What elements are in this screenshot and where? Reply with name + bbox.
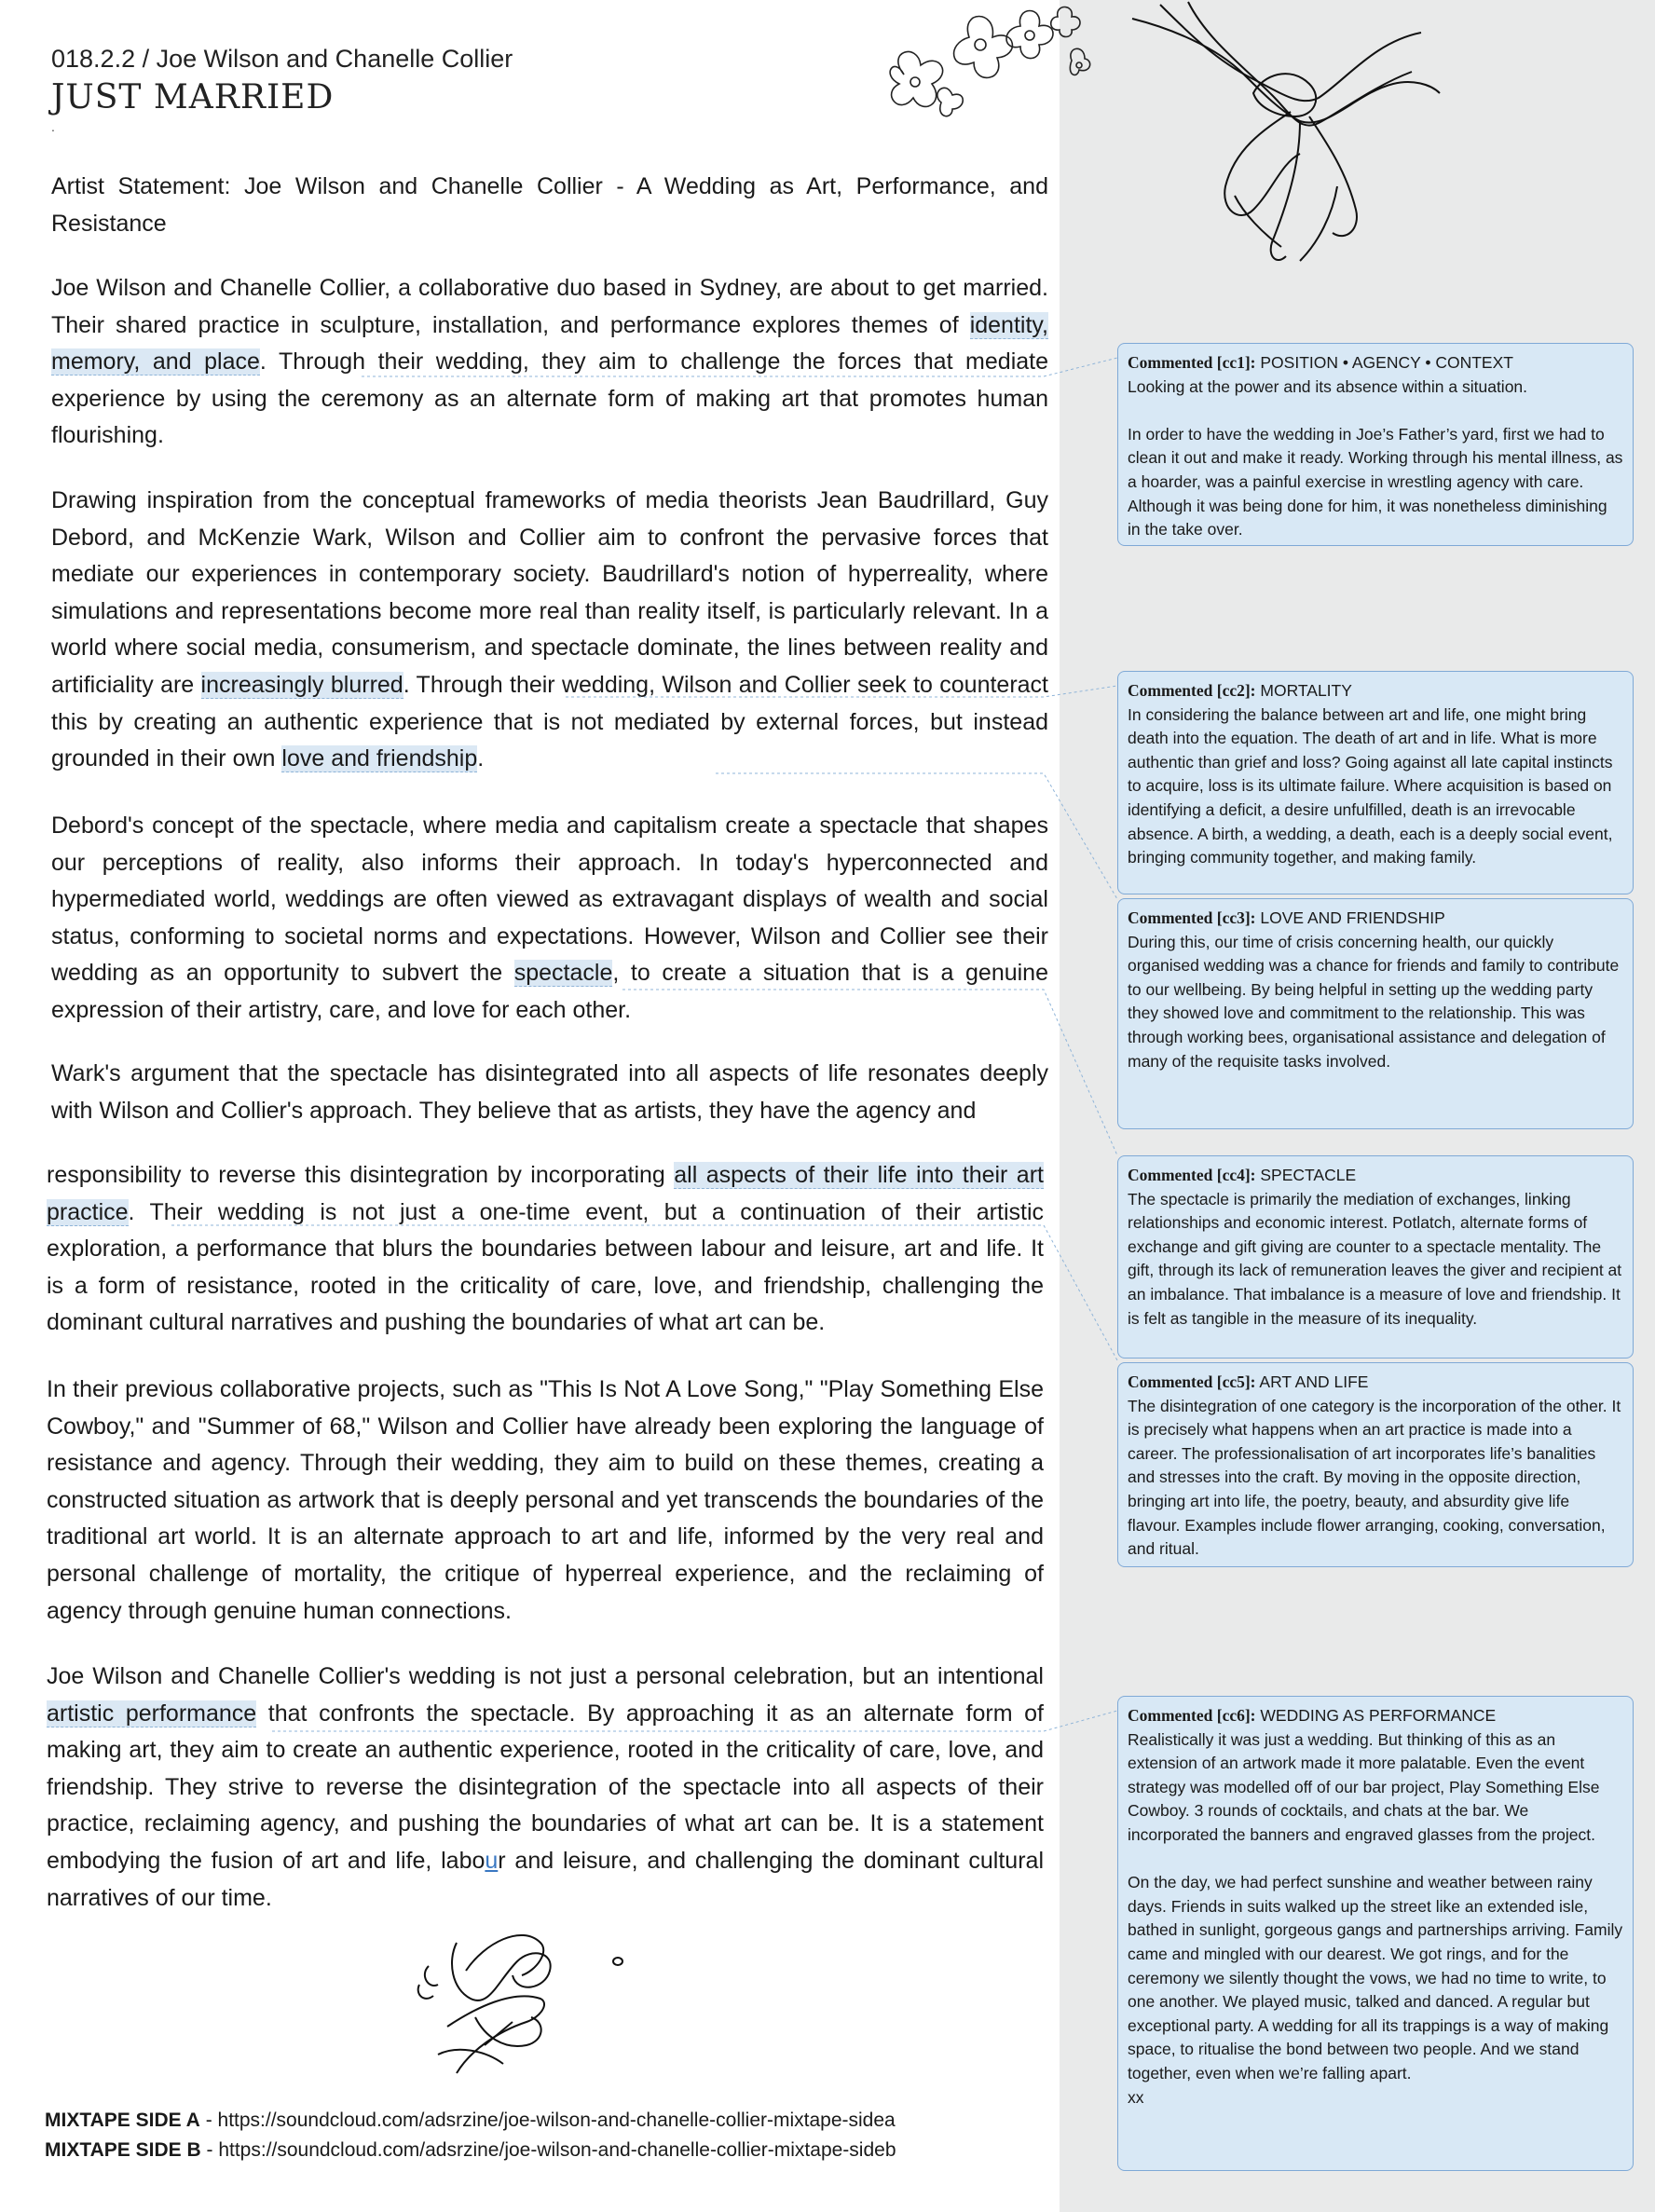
comment-label: SPECTACLE — [1255, 1166, 1357, 1184]
paragraph-4-part-a: Wark's argument that the spectacle has disintegrated into all aspects of life resonates deeply with Wilson and Collier's approach. They believe that as artists, they have the agency and — [51, 1060, 1048, 1124]
mixtape-link[interactable]: https://soundcloud.com/adsrzine/joe-wilson-and-chanelle-collier-mixtape-sideb — [218, 2139, 896, 2161]
paragraph-text: that confronts the spectacle. By approaching it as an alternate form of making art, they aim to create an authentic experience, rooted in the criticality of care, love, and friendship. They strive to reverse the disintegration of the spectacle into all aspects of their practice, reclaiming agency, and pushing the boundaries of what art can be. It is a statement embodying the fusion of art and life, labo — [47, 1700, 1044, 1874]
comment-head: Commented [cc6]: — [1128, 1706, 1256, 1725]
comment-body: In considering the balance between art and life, one might bring death into the equation. The death of art and in life. What is more authentic than grief and loss? Going against all late capital instincts to acquire, loss is its ultimate failure. Where acquisition is based on identifying a deficit, a desire unfulfilled, death is an irrevocable absence. A birth, a wedding, a death, each is a deeply social event, bringing community together, and making family. — [1128, 704, 1613, 867]
mixtape-separator: - — [199, 2110, 218, 2131]
comment-label: LOVE AND FRIENDSHIP — [1255, 908, 1445, 927]
statement-heading: Artist Statement: Joe Wilson and Chanelle Collier - A Wedding as Art, Performance, and Resistance — [51, 173, 1048, 237]
paragraph-text: Debord's concept of the spectacle, where media and capitalism create a spectacle that shapes our perceptions of reality, also informs their approach. In today's hyperconnected and hypermediated world, weddings are often viewed as extravagant displays of wealth and social status, conforming to societal norms and expectations. However, Wilson and Collier see their wedding as an opportunity to subvert the — [51, 812, 1048, 987]
comment-label: MORTALITY — [1255, 681, 1352, 700]
comment-body: The spectacle is primarily the mediation of exchanges, linking relationships and economic interest. Potlatch, alternate forms of exchange and gift giving are counter to a spectacle mentality. The gift, through its lack of remuneration leaves the giver and recipient at an imbalance. That imbalance is a measure of love and friendship. It is felt as tangible in the measure of its inequality. — [1128, 1189, 1622, 1328]
paragraph-text: Drawing inspiration from the conceptual frameworks of media theorists Jean Baudrillard, Guy Debord, and McKenzie Wark, Wilson and Collier aim to confront the pervasive forces that mediate our experiences in contemporary society. Baudrillard's notion of hyperreality, where simulations and representations become more real than reality itself, is particularly relevant. In a world where social media, consumerism, and spectacle dominate, the lines between reality and artificiality are — [51, 487, 1048, 698]
paragraph-text: . Through their wedding, Wilson and Collier seek to counteract this by creating an authentic experience that is not mediated by external forces, but instead grounded in their own — [51, 671, 1049, 772]
tracked-change[interactable]: u — [485, 1847, 499, 1874]
mixtape-label: MIXTAPE SIDE A — [45, 2110, 200, 2131]
comment-cc1[interactable] — [1117, 343, 1634, 546]
highlight-cc6[interactable]: artistic performance — [47, 1700, 257, 1727]
comment-cc6[interactable] — [1117, 1696, 1634, 2171]
comment-body: Realistically it was just a wedding. But thinking of this as an extension of an artwork made it more palatable. Even the event strategy was modelled off of our bar project, Play Something Else Cowboy. 3 rounds of cocktails, and chats at the bar. We incorporated the banners and engraved glasses from the project. On the day, we had perfect sunshine and weather between rainy days. Friends in suits walked up the street like an extended isle, bathed in sunlight, gorgeous gangs and partnerships arriving. Family came and mingled with our dearest. We got rings, and for the ceremony we silently thought the vows, we had no time to write, to one another. We played music, talked and danced. A regular but exceptional party. A wedding for all its trappings is a way of making space, to ritualise the bond between two people. And we stand together, even when we’re falling apart. xx — [1128, 1729, 1623, 2107]
comment-cc3[interactable] — [1117, 898, 1634, 1129]
comment-head: Commented [cc3]: — [1128, 908, 1256, 927]
paragraph-text: . — [477, 745, 485, 772]
paragraph-text: Joe Wilson and Chanelle Collier, a collaborative duo based in Sydney, are about to get married. Their shared practice in sculpture, installation, and performance explores themes of — [51, 275, 1048, 338]
comment-body: During this, our time of crisis concerning health, our quickly organised wedding was a chance for friends and family to contribute to our wellbeing. By being helpful in setting up the wedding party they showed love and commitment to the relationship. This was through working bees, organisational assistance and delegation of many of the requisite tasks involved. — [1128, 932, 1620, 1071]
stray-dot: . — [51, 119, 55, 134]
document-id: 018.2.2 / Joe Wilson and Chanelle Collier — [51, 45, 513, 73]
paragraph-5: In their previous collaborative projects, such as "This Is Not A Love Song," "Play Something Else Cowboy," and "Summer of 68," Wilson and Collier have already been exploring the language of resistance and agency. Through their wedding, they aim to build on these themes, creating a constructed situation as artwork that is deeply personal and yet transcends the boundaries of the traditional art world. It is an alternate approach to art and life, informed by the very real and personal challenge of mortality, the critique of hyperreal experience, and the reclaiming of agency through genuine human connections. — [47, 1376, 1044, 1624]
mixtape-label: MIXTAPE SIDE B — [45, 2139, 201, 2161]
paragraph-text: r and leisure, and challenging the dominant cultural narratives of our time. — [47, 1847, 1044, 1911]
paragraph-text: . Their wedding is not just a one-time event, but a continuation of their artistic exploration, a performance that blurs the boundaries between labour and leisure, art and life. It is a form of resistance, rooted in the criticality of care, love, and friendship, challenging the dominant cultural narratives and pushing the boundaries of what art can be. — [47, 1198, 1044, 1336]
comment-cc4[interactable] — [1117, 1155, 1634, 1359]
highlight-cc3[interactable]: love and friendship — [281, 745, 478, 772]
comment-label: WEDDING AS PERFORMANCE — [1255, 1706, 1497, 1725]
mixtape-link[interactable]: https://soundcloud.com/adsrzine/joe-wilson-and-chanelle-collier-mixtape-sidea — [217, 2110, 896, 2131]
comment-cc2[interactable] — [1117, 671, 1634, 894]
comment-label: ART AND LIFE — [1255, 1372, 1369, 1391]
paragraph-text: , to create a situation that is a genuine expression of their artistry, care, and love for each other. — [51, 960, 1048, 1023]
comment-body: Looking at the power and its absence within a situation. In order to have the wedding in Joe’s Father’s yard, first we had to clean it out and make it ready. Working through his mental illness, as a hoarder, was a painful exercise in wrestling agency with care. Although it was being done for him, it was nonetheless diminishing in the take over. — [1128, 376, 1623, 539]
comment-head: Commented [cc2]: — [1128, 681, 1256, 700]
highlight-cc5[interactable]: all aspects of their life into their art practice — [47, 1162, 1044, 1225]
comment-cc5[interactable] — [1117, 1362, 1634, 1567]
highlight-cc2[interactable]: increasingly blurred — [200, 671, 403, 698]
comment-head: Commented [cc5]: — [1128, 1372, 1256, 1391]
highlight-cc1[interactable]: identity, memory, and place — [51, 311, 1048, 375]
comment-body: The disintegration of one category is the incorporation of the other. It is precisely what happens when an art practice is made into a career. The professionalisation of art incorporates life’s banalities and stresses into the craft. By moving in the opposite direction, bringing art into life, the poetry, beauty, and absurdity give life flavour. Examples include flower arranging, cooking, conversation, and ritual. — [1128, 1396, 1621, 1559]
comment-head: Commented [cc4]: — [1128, 1166, 1256, 1184]
document-title: JUST MARRIED — [51, 78, 335, 116]
paragraph-text: . Through their wedding, they aim to challenge the forces that mediate experience by using the ceremony as an alternate form of making art that promotes human flourishing. — [51, 348, 1048, 449]
comment-head: Commented [cc1]: — [1128, 353, 1256, 372]
paragraph-text: responsibility to reverse this disintegration by incorporating — [47, 1162, 675, 1188]
highlight-cc4[interactable]: spectacle — [513, 960, 613, 987]
paragraph-text: Joe Wilson and Chanelle Collier's wedding is not just a personal celebration, but an intentional — [47, 1663, 1044, 1689]
mixtape-separator: - — [200, 2139, 219, 2161]
comment-label: POSITION • AGENCY • CONTEXT — [1255, 353, 1513, 372]
